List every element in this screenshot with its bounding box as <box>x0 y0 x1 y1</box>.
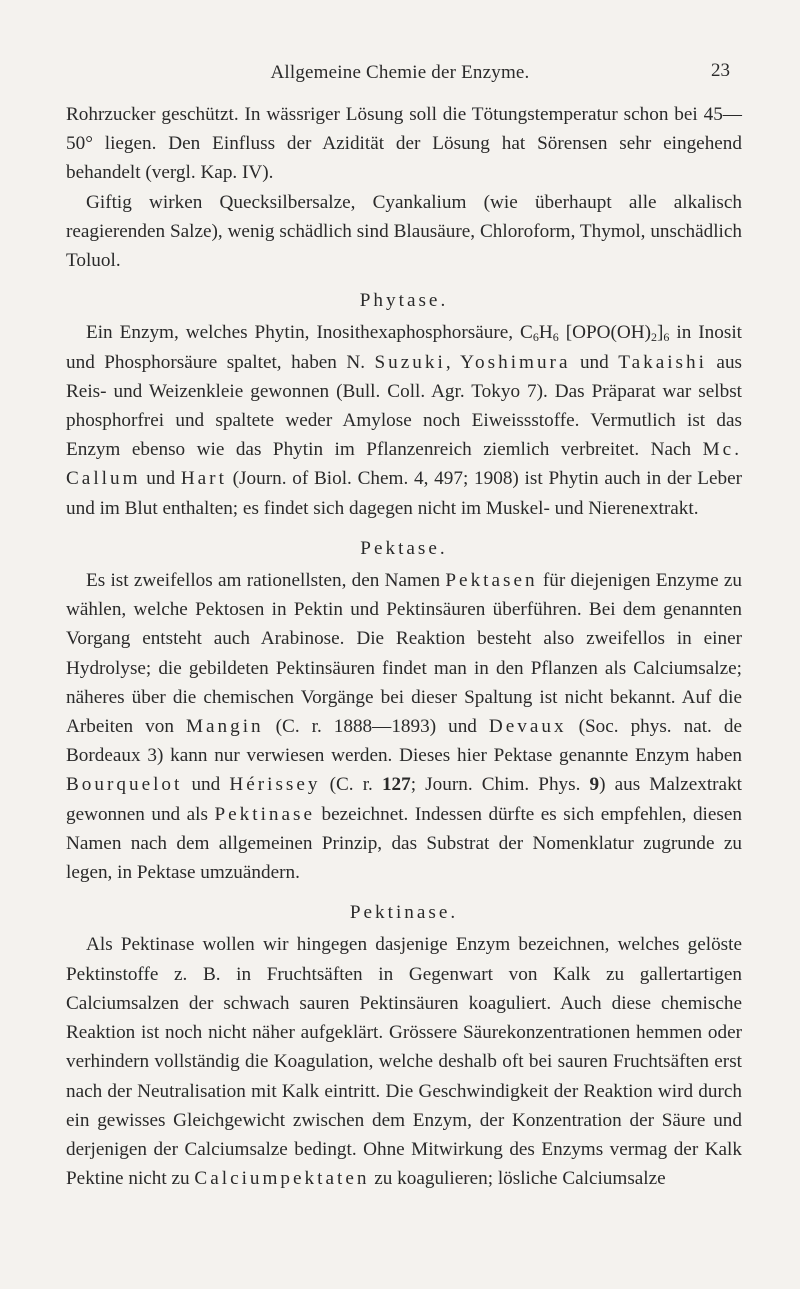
paragraph-pektinase: Als Pektinase wollen wir hingegen dasjenige Enzym bezeichnen, welches gelöste Pektinstoffe z. B. in Fruchtsäften in Gegenwart von Kalk zu gallertartigen Calciumsalzen der schwach sauren Pektinsäuren koaguliert. Auch diese chemische Reaktion ist noch nicht näher aufgeklärt. Grössere Säurekonzentrationen hemmen oder verhindern vollständig die Koagulation, welche deshalb oft bei sauren Fruchtsäften erst nach der Neutralisation mit Kalk eintritt. Die Geschwindigkeit der Reaktion wird durch ein gewisses Gleichgewicht zwischen dem Enzym, der Konzentration der Säure und derjenigen der Calciumsalze bedingt. Ohne Mitwirkung des Enzyms vermag der Kalk Pektine nicht zu Calciumpektaten zu koagulieren; lösliche Calciumsalze <box>66 934 742 1190</box>
paragraph-pektase: Es ist zweifellos am rationellsten, den Namen Pektasen für diejenigen Enzyme zu wählen, welche Pektosen in Pektin und Pektinsäuren überführen. Bei dem genannten Vorgang entsteht auch Arabinose. Die Reaktion besteht also zweifellos in einer Hydrolyse; die gebildeten Pektinsäuren findet man in den Pflanzen als Calciumsalze; näheres über die chemischen Vorgänge bei dieser Spaltung ist nicht bekannt. Auf die Arbeiten von Mangin (C. r. 1888—1893) und Devaux (Soc. phys. nat. de Bordeaux 3) kann nur verwiesen werden. Dieses hier Pektase genannte Enzym haben Bourquelot und Hérissey (C. r. 127; Journ. Chim. Phys. 9) aus Malzextrakt gewonnen und als Pektinase bezeichnet. Indessen dürfte es sich empfehlen, diesen Namen nach dem allgemeinen Prinzip, das Substrat der Nomenklatur zugrunde zu legen, in Pektase umzuändern. <box>66 570 743 884</box>
author-name: Mc. Callum <box>66 439 742 490</box>
term-emphasis: Pektasen <box>445 570 538 592</box>
paragraph-phytase: Ein Enzym, welches Phytin, Inosithexaphosphorsäure, $C_6H_6$ $[OPO(OH)_2]_6$ in Inosit und Phosphorsäure spaltet, haben N. Suzuki, Yoshimura und Takaishi aus Reis- und Weizenkleie gewonnen (Bull. Coll. Agr. Tokyo 7). Das Präparat war selbst phosphorfrei und spaltete weder Amylose noch Eiweissstoffe. Vermutlich ist das Enzym ebenso wie das Phytin im Pflanzenreich ziemlich verbreitet. Nach Mc. Callum und Hart (Journ. of Biol. Chem. 4, 497; 1908) ist Phytin auch in der Leber und im Blut enthalten; es findet sich dagegen nicht im Muskel- und Nierenextrakt. <box>66 322 743 519</box>
author-name: Devaux <box>488 716 567 738</box>
author-name: Yoshimura <box>460 351 571 373</box>
author-name: Suzuki <box>374 351 446 373</box>
body-text <box>66 100 742 1193</box>
volume-number: 127 <box>381 774 411 796</box>
heading-phytase: Phytase. <box>359 290 449 312</box>
paragraph-rohrzucker: Rohrzucker geschützt. In wässriger Lösung soll die Tötungstemperatur schon bei 45—50° liegen. Den Einfluss der Azidität der Lösung hat Sörensen sehr eingehend behandelt (vergl. Kap. IV). <box>66 104 742 184</box>
author-name: Takaishi <box>618 351 707 373</box>
paragraph-giftig: Giftig wirken Quecksilbersalze, Cyankalium (wie überhaupt alle alkalisch reagierenden Salze), wenig schädlich sind Blausäure, Chloroform, Thymol, unschädlich Toluol. <box>66 191 742 272</box>
author-name: Bourquelot <box>66 774 183 796</box>
page-number: 23 <box>711 60 730 81</box>
volume-number: 9 <box>589 774 600 796</box>
term-emphasis: Pektinase <box>214 803 316 825</box>
running-title: Allgemeine Chemie der Enzyme. <box>270 62 530 83</box>
author-name: Mangin <box>185 716 264 738</box>
heading-pektinase: Pektinase. <box>349 902 459 924</box>
term-emphasis: Calciumpektaten <box>194 1168 370 1190</box>
author-name: Hart <box>180 468 227 490</box>
author-name: Hérissey <box>229 774 321 796</box>
heading-pektase: Pektase. <box>360 537 448 559</box>
